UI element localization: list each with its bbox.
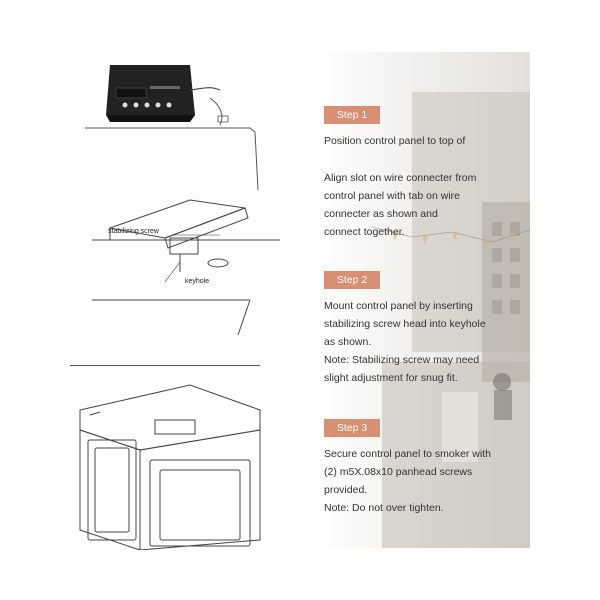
instruction-diagrams (70, 50, 285, 550)
step-2-badge: Step 2 (324, 271, 380, 289)
assembly-diagram (70, 50, 285, 550)
step-3-instructions: Secure control panel to smoker with (2) m5X.08x10 panhead screws provided. Note: Do not over tighten. (324, 448, 491, 514)
step-1-instructions: Align slot on wire connecter from control panel with tab on wire connecter as shown and connect together. (324, 172, 477, 238)
step-1-intro: Position control panel to top of (324, 135, 466, 147)
keyhole-label: keyhole (185, 278, 210, 285)
step-1-badge: Step 1 (324, 106, 380, 124)
step-3-badge: Step 3 (324, 419, 380, 437)
control-panel-diagram (85, 65, 258, 190)
keyhole-diagram (92, 200, 280, 335)
stabilizing-screw-label: stabilizing screw (108, 228, 159, 235)
step-2-instructions: Mount control panel by inserting stabilizing screw head into keyhole as shown. Note: Stabilizing screw may need slight adjustment for snug fit. (324, 300, 486, 384)
smoker-diagram (80, 385, 260, 550)
section-divider (70, 365, 260, 366)
